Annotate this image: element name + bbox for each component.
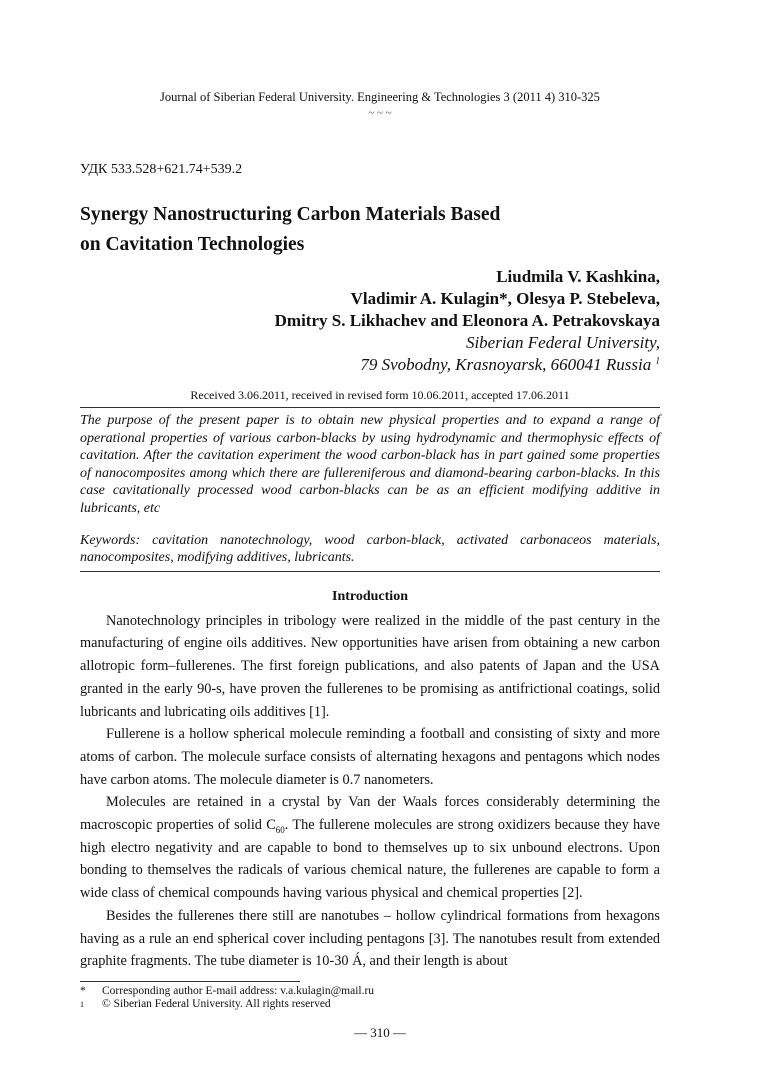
affiliation-line — [80, 354, 660, 376]
paragraph: Fullerene is a hollow spherical molecule reminding a football and consisting of sixty and more atoms of carbon. The molecule surface consists of alternating hexagons and pentagons which nodes have carbon atoms. The molecule diameter is 0.7 nanometers. — [80, 726, 660, 788]
paper-title — [80, 200, 660, 260]
received-dates: Received 3.06.2011, received in revised form 10.06.2011, accepted 17.06.2011 — [190, 388, 570, 402]
paragraph: Besides the fullerenes there still are nanotubes – hollow cylindrical formations from hexagons having as a rule an end spherical cover including pentagons [3]. The nanotubes result from extended graphite fragments. The tube diameter is 10-30 Á, and their length is about — [80, 907, 660, 970]
abstract: The purpose of the present paper is to obtain new physical properties and to expand a range of operational properties of various carbon-blacks by using hydrodynamic and thermophysic effects of cavitation. After the cavitation experiment the wood carbon-black has in part gained some properties of nanocomposites among which there are fullereniferous and diamond-bearing carbon-blacks. In this case cavitationally processed wood carbon-blacks can be as an efficient modifying additive in lubricants, etc — [80, 413, 660, 516]
authors-block — [80, 266, 660, 376]
journal-header: Journal of Siberian Federal University. Engineering & Technologies 3 (2011 4) 310-325 — [160, 90, 600, 104]
title-line: on Cavitation Technologies — [80, 234, 305, 255]
body-text — [80, 610, 660, 973]
author-line: Vladimir A. Kulagin*, Olesya P. Stebeleva, — [350, 289, 660, 308]
udk-code: УДК 533.528+621.74+539.2 — [80, 162, 243, 177]
footnote-text: © Siberian Federal University. All rights reserved — [102, 998, 331, 1010]
footnote-text: Corresponding author E-mail address: v.a.kulagin@mail.ru — [102, 985, 375, 997]
header-separator: ~ ~ ~ — [368, 107, 392, 119]
footnote-mark: * — [80, 985, 86, 997]
paragraph: Nanotechnology principles in tribology were realized in the middle of the past century in the manufacturing of engine oils additives. New opportunities have arisen from obtaining a new carbon allotropic form–fullerenes. The first foreign publications, and also patents of Japan and the USA granted in the early 90-s, have proven the fullerenes to be promising as antifrictional coatings, solid lubricants and lubricating oils additives [1]. — [80, 612, 660, 720]
author-line: Dmitry S. Likhachev and Eleonora A. Petrakovskaya — [274, 311, 660, 330]
section-heading: Introduction — [332, 588, 408, 604]
keywords: Keywords: cavitation nanotechnology, wood carbon-black, activated carbonaceos materials, nanocomposites, modifying additives, lubricants. — [80, 532, 660, 566]
subscript: 60 — [275, 824, 285, 835]
footnote — [80, 998, 660, 1011]
author-line: Liudmila V. Kashkina, — [496, 267, 660, 286]
footnote — [80, 985, 660, 998]
affiliation-address: 79 Svobodny, Krasnoyarsk, 660041 Russia — [360, 355, 652, 374]
paragraph-text: Molecules are retained in a crystal by Van der Waals forces considerably determining the macroscopic properties of solid C — [80, 794, 660, 834]
title-line: Synergy Nanostructuring Carbon Materials Based — [80, 204, 501, 225]
paragraph — [80, 791, 660, 905]
footnote-mark: 1 — [80, 1000, 84, 1009]
paragraph-text: . The fullerene molecules are strong oxidizers because they have high electro negativity and are capable to bond to themselves up to six unbound electrons. Upon bonding to themselves the radicals of various chemical nature, the fullerenes are capable to form a wide class of chemical compounds having various physical and chemical properties [2]. — [80, 817, 660, 902]
divider — [80, 407, 660, 408]
affiliation-footnote-mark: 1 — [655, 355, 660, 366]
footnote-divider — [80, 981, 300, 982]
divider — [80, 571, 660, 572]
affiliation-line: Siberian Federal University, — [465, 333, 660, 352]
page-number: — 310 — — [354, 1025, 406, 1040]
